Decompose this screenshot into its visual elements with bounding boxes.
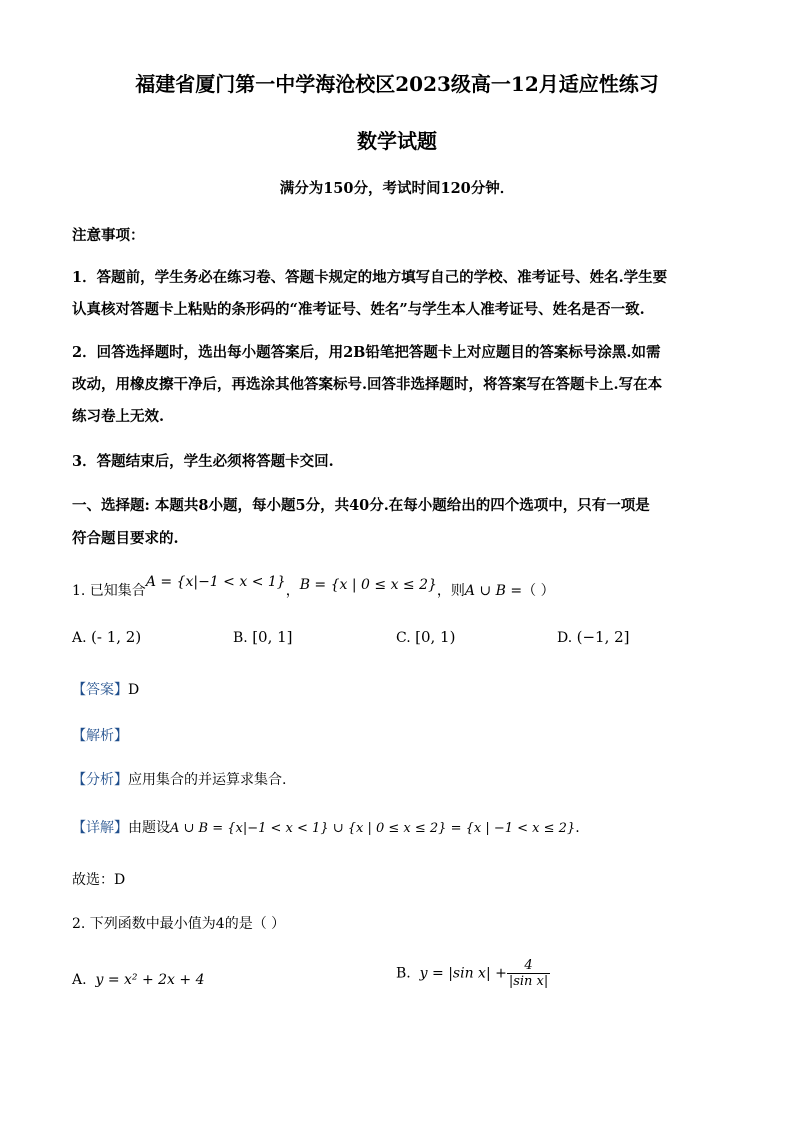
q1-prefix: 1. 已知集合 — [72, 583, 146, 599]
q1-comma: ， — [285, 583, 300, 599]
analysis-label: 【解析】 — [72, 728, 128, 744]
q1-xiangjie — [72, 817, 580, 837]
xiangjie-text: 由题设 — [128, 820, 170, 836]
section1-heading-line1: 一、选择题: 本题共8小题，每小题5分，共40分.在每小题给出的四个选项中，只有一项是 — [72, 497, 650, 514]
q1-option-d-label: D. — [557, 630, 573, 646]
q1-choose: 故选：D — [72, 872, 126, 888]
q2-option-b-fraction — [507, 958, 550, 989]
q1-paren: （ ） — [522, 583, 555, 599]
notice-item-2-line2: 改动，用橡皮擦干净后，再选涂其他答案标号.回答非选择题时，将答案写在答题卡上.写在本 — [72, 376, 663, 393]
notice-item-1-line2: 认真核对答题卡上粘贴的条形码的“准考证号、姓名”与学生本人准考证号、姓名是否一致. — [72, 301, 645, 318]
q1-option-c — [396, 628, 455, 646]
q1-set-b: B = {x | 0 ≤ x ≤ 2} — [299, 577, 437, 593]
q1-option-a-label: A. — [72, 630, 87, 646]
q1-set-a: A = {x|−1 < x < 1} — [145, 574, 286, 590]
fenxi-text: 应用集合的并运算求集合. — [128, 772, 287, 788]
q2-option-b-prefix: y = |sin x| + — [419, 965, 507, 982]
xiangjie-math: A ∪ B = {x|−1 < x < 1} ∪ {x | 0 ≤ x ≤ 2} = {x | −1 < x ≤ 2} — [170, 821, 576, 836]
exam-title-subject: 数学试题 — [357, 129, 437, 153]
q1-option-c-value: [0, 1) — [415, 628, 456, 646]
xiangjie-label: 【详解】 — [72, 820, 128, 836]
answer-label: 【答案】 — [72, 682, 128, 698]
q1-option-b-label: B. — [233, 630, 248, 646]
q1-fenxi — [72, 769, 286, 789]
notice-heading: 注意事项： — [72, 227, 145, 244]
q2-option-a-label: A. — [72, 972, 87, 988]
q1-suffix: ，则 — [436, 583, 465, 599]
section1-heading-line2: 符合题目要求的. — [72, 530, 179, 547]
notice-item-2-line3: 练习卷上无效. — [72, 408, 165, 425]
xiangjie-end: . — [575, 820, 580, 836]
fenxi-label: 【分析】 — [72, 772, 128, 788]
q1-option-b — [233, 628, 293, 646]
q1-option-a-value: (- 1, 2) — [91, 628, 142, 646]
q1-option-c-label: C. — [396, 630, 411, 646]
q1-option-d — [557, 628, 630, 646]
q1-option-b-value: [0, 1] — [252, 628, 293, 646]
notice-item-2-line1: 2．回答选择题时，选出每小题答案后，用2B铅笔把答题卡上对应题目的答案标号涂黑.如需 — [72, 344, 661, 361]
notice-item-1-line1: 1．答题前，学生务必在练习卷、答题卡规定的地方填写自己的学校、准考证号、姓名.学生要 — [72, 269, 668, 286]
q2-option-b-denominator: |sin x| — [508, 974, 549, 989]
question-1-stem — [72, 574, 555, 600]
answer-value: D — [128, 682, 140, 698]
question-2-stem: 2. 下列函数中最小值为4的是（ ） — [72, 916, 286, 932]
score-line: 满分为150分，考试时间120分钟． — [279, 180, 515, 197]
q2-option-b-numerator: 4 — [524, 958, 533, 973]
q2-option-a — [72, 972, 205, 988]
exam-title-line1: 福建省厦门第一中学海沧校区2023级高一12月适应性练习 — [135, 72, 659, 96]
notice-item-3: 3．答题结束后，学生必须将答题卡交回. — [72, 453, 334, 470]
q2-option-b-label: B. — [396, 965, 411, 982]
q1-option-a — [72, 628, 141, 646]
q2-option-a-value: y = x² + 2x + 4 — [95, 972, 205, 988]
q1-answer — [72, 679, 139, 699]
q1-union: A ∪ B = — [464, 583, 523, 599]
q2-option-b — [396, 958, 550, 989]
q1-option-d-value: (−1, 2] — [576, 628, 630, 646]
